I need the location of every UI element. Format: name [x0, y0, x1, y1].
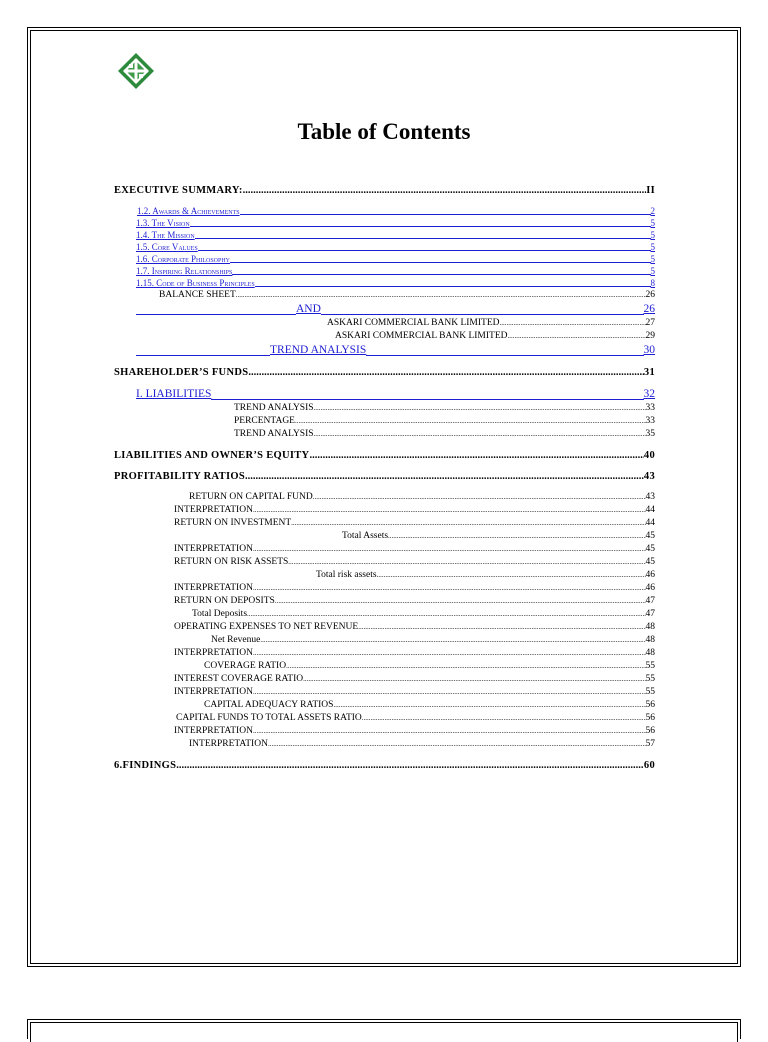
toc-leader — [333, 699, 645, 712]
toc-entry-page: 55 — [645, 674, 655, 684]
toc-link-label: TREND ANALYSIS — [270, 344, 367, 356]
toc-entry-label: TREND ANALYSIS — [234, 403, 314, 413]
toc-entry-page: 29 — [645, 331, 655, 341]
toc-link-underline — [136, 343, 270, 356]
toc-entry-label: 6.FINDINGS — [114, 760, 177, 771]
toc-entry[interactable] — [114, 738, 655, 751]
toc-leader — [291, 517, 645, 530]
toc-leader — [253, 504, 646, 517]
toc-entry-label: ASKARI COMMERCIAL BANK LIMITED — [327, 318, 500, 328]
toc-entry-label: PROFITABILITY RATIOS — [114, 471, 245, 482]
toc-leader — [508, 330, 646, 343]
toc-link[interactable] — [114, 277, 655, 289]
toc-entry-label: RETURN ON INVESTMENT — [174, 518, 292, 528]
toc-link-page: 5 — [650, 230, 655, 240]
toc-entry-label: INTERPRETATION — [174, 648, 253, 658]
toc-link[interactable] — [114, 343, 655, 358]
toc-entry-label: INTERPRETATION — [174, 726, 253, 736]
toc-link-underline — [195, 229, 651, 239]
toc-entry-label: Net Revenue — [211, 635, 261, 645]
toc-leader — [176, 755, 644, 776]
toc-link-underline — [190, 217, 651, 227]
toc-entry-label: OPERATING EXPENSES TO NET REVENUE — [174, 622, 359, 632]
toc-link[interactable] — [114, 229, 655, 241]
toc-link-page: 5 — [650, 242, 655, 252]
toc-link[interactable] — [114, 253, 655, 265]
toc-leader — [377, 569, 646, 582]
toc-link-label: AND — [296, 303, 321, 315]
toc-leader — [286, 660, 645, 673]
toc-entry-page: 48 — [645, 622, 655, 632]
toc-link-label: 1.3. The Vision — [136, 218, 190, 228]
toc-link-underline — [255, 277, 651, 287]
toc-entry-label: Total risk assets — [316, 570, 377, 580]
toc-entry[interactable] — [114, 330, 655, 343]
toc-link-underline — [240, 205, 651, 215]
toc-link[interactable] — [114, 265, 655, 277]
toc-entry[interactable] — [114, 686, 655, 699]
toc-leader — [309, 445, 643, 466]
toc-entry[interactable] — [114, 415, 655, 428]
toc-entry[interactable] — [114, 582, 655, 595]
toc-entry-page: 55 — [645, 661, 655, 671]
toc-entry-page: 57 — [645, 739, 655, 749]
toc-entry[interactable] — [114, 317, 655, 330]
toc-link-underline — [211, 387, 643, 400]
toc-entry-page: 44 — [645, 505, 655, 515]
toc-link-label: 1.2. Awards & Achievements — [137, 206, 240, 216]
toc-link-label: 1.4. The Mission — [136, 230, 195, 240]
toc-entry[interactable] — [114, 402, 655, 415]
toc-entry[interactable] — [114, 712, 655, 725]
toc-leader — [243, 180, 647, 201]
toc-entry-label: Total Deposits — [192, 609, 248, 619]
toc-entry[interactable] — [114, 428, 655, 441]
toc-link-underline — [198, 241, 651, 251]
toc-entry[interactable] — [114, 530, 655, 543]
toc-link-label: 1.15. Code of Business Principles — [136, 278, 255, 288]
toc-entry-label: CAPITAL FUNDS TO TOTAL ASSETS RATIO — [176, 713, 362, 723]
toc-link-label: I. LIABILITIES — [136, 388, 212, 400]
toc-entry-page: 45 — [645, 557, 655, 567]
toc-entry-page: 26 — [645, 290, 655, 300]
toc-link-page: 32 — [643, 388, 655, 400]
toc-leader — [268, 738, 646, 751]
toc-leader — [253, 543, 646, 556]
green-diamond-logo — [117, 52, 155, 90]
toc-entry-page: 56 — [645, 700, 655, 710]
toc-leader — [314, 428, 646, 441]
toc-entry-page: 44 — [645, 518, 655, 528]
toc-leader — [314, 402, 646, 415]
toc-entry[interactable] — [114, 569, 655, 582]
toc-entry-page: 56 — [645, 713, 655, 723]
table-of-contents — [114, 180, 655, 776]
toc-leader — [260, 634, 645, 647]
toc-entry[interactable] — [114, 725, 655, 738]
toc-link-underline — [230, 253, 650, 263]
toc-entry-page: 60 — [643, 760, 655, 771]
toc-leader — [245, 466, 644, 487]
toc-link-label: 1.5. Core Values — [136, 242, 198, 252]
toc-link-page: 26 — [643, 303, 655, 315]
toc-entry-label: TREND ANALYSIS — [234, 429, 314, 439]
toc-entry-page: 45 — [645, 544, 655, 554]
toc-entry-label: BALANCE SHEET — [159, 290, 236, 300]
toc-entry-page: 48 — [645, 635, 655, 645]
toc-leader — [362, 712, 646, 725]
toc-link[interactable] — [114, 387, 655, 402]
toc-entry-page: 47 — [645, 609, 655, 619]
toc-entry-label: ASKARI COMMERCIAL BANK LIMITED — [335, 331, 508, 341]
toc-entry-page: 56 — [645, 726, 655, 736]
toc-entry-label: SHAREHOLDER’S FUNDS — [114, 367, 249, 378]
toc-entry-page: 45 — [645, 531, 655, 541]
toc-entry-label: RETURN ON DEPOSITS — [174, 596, 275, 606]
toc-entry-page: 46 — [645, 583, 655, 593]
toc-entry-page: 33 — [645, 416, 655, 426]
toc-leader — [303, 673, 645, 686]
toc-entry-page: 47 — [645, 596, 655, 606]
toc-entry[interactable] — [114, 699, 655, 712]
toc-entry-label: PERCENTAGE — [234, 416, 295, 426]
toc-entry[interactable] — [114, 445, 655, 466]
toc-entry-page: 31 — [643, 367, 655, 378]
toc-entry[interactable] — [114, 517, 655, 530]
toc-entry-page: 43 — [645, 492, 655, 502]
toc-entry-page: 43 — [643, 471, 655, 482]
toc-entry[interactable] — [114, 621, 655, 634]
toc-link-underline — [321, 302, 644, 315]
toc-leader — [253, 582, 646, 595]
toc-leader — [253, 647, 646, 660]
toc-entry[interactable] — [114, 634, 655, 647]
toc-entry[interactable] — [114, 755, 655, 776]
next-page-border-inner — [30, 1022, 738, 1042]
toc-entry-label: Total Assets — [342, 531, 389, 541]
toc-link-underline — [366, 343, 643, 356]
toc-leader — [358, 621, 645, 634]
toc-leader — [388, 530, 645, 543]
toc-leader — [248, 362, 644, 383]
toc-entry[interactable] — [114, 595, 655, 608]
toc-entry-label: COVERAGE RATIO — [204, 661, 287, 671]
toc-entry-label: INTERPRETATION — [174, 544, 253, 554]
toc-leader — [253, 686, 646, 699]
toc-leader — [295, 415, 646, 428]
toc-entry[interactable] — [114, 608, 655, 621]
toc-entry[interactable] — [114, 504, 655, 517]
toc-entry-label: INTERPRETATION — [174, 505, 253, 515]
toc-entry[interactable] — [114, 660, 655, 673]
toc-entry[interactable] — [114, 180, 655, 201]
toc-link-page: 5 — [650, 266, 655, 276]
toc-link[interactable] — [114, 302, 655, 317]
toc-entry-page: 46 — [645, 570, 655, 580]
toc-entry-page: 27 — [645, 318, 655, 328]
toc-link-underline — [232, 265, 650, 275]
toc-link[interactable] — [114, 217, 655, 229]
toc-entry[interactable] — [114, 491, 655, 504]
toc-entry-page: 55 — [645, 687, 655, 697]
toc-entry-label: INTERPRETATION — [174, 583, 253, 593]
toc-link[interactable] — [114, 205, 655, 217]
toc-entry-label: EXECUTIVE SUMMARY: — [114, 185, 243, 196]
toc-entry-page: 33 — [645, 403, 655, 413]
page-title: Table of Contents — [297, 119, 471, 144]
toc-link[interactable] — [114, 241, 655, 253]
toc-leader — [288, 556, 645, 569]
toc-entry[interactable] — [114, 466, 655, 487]
toc-link-underline — [136, 302, 296, 315]
toc-entry[interactable] — [114, 556, 655, 569]
toc-entry[interactable] — [114, 362, 655, 383]
toc-leader — [236, 289, 646, 302]
toc-entry[interactable] — [114, 289, 655, 302]
toc-link-page: 5 — [650, 218, 655, 228]
toc-leader — [275, 595, 646, 608]
toc-entry-page: 35 — [645, 429, 655, 439]
toc-entry[interactable] — [114, 543, 655, 556]
toc-entry-page: II — [646, 185, 655, 196]
toc-entry-page: 40 — [643, 450, 655, 461]
toc-link-page: 8 — [650, 278, 655, 288]
toc-entry-label: INTEREST COVERAGE RATIO — [174, 674, 304, 684]
toc-link-page: 5 — [650, 254, 655, 264]
toc-entry-label: INTERPRETATION — [174, 687, 253, 697]
toc-leader — [500, 317, 646, 330]
toc-entry-label: CAPITAL ADEQUACY RATIOS — [204, 700, 334, 710]
toc-leader — [253, 725, 646, 738]
toc-entry-label: INTERPRETATION — [189, 739, 268, 749]
toc-link-page: 2 — [650, 206, 655, 216]
toc-entry-label: LIABILITIES AND OWNER’S EQUITY — [114, 450, 310, 461]
toc-entry-page: 48 — [645, 648, 655, 658]
toc-link-label: 1.6. Corporate Philosophy — [136, 254, 231, 264]
toc-entry[interactable] — [114, 647, 655, 660]
toc-entry[interactable] — [114, 673, 655, 686]
toc-entry-label: RETURN ON RISK ASSETS — [174, 557, 289, 567]
toc-link-page: 30 — [643, 344, 655, 356]
toc-link-label: 1.7. Inspiring Relationships — [136, 266, 233, 276]
toc-leader — [313, 491, 646, 504]
toc-entry-label: RETURN ON CAPITAL FUND — [189, 492, 313, 502]
toc-leader — [247, 608, 645, 621]
